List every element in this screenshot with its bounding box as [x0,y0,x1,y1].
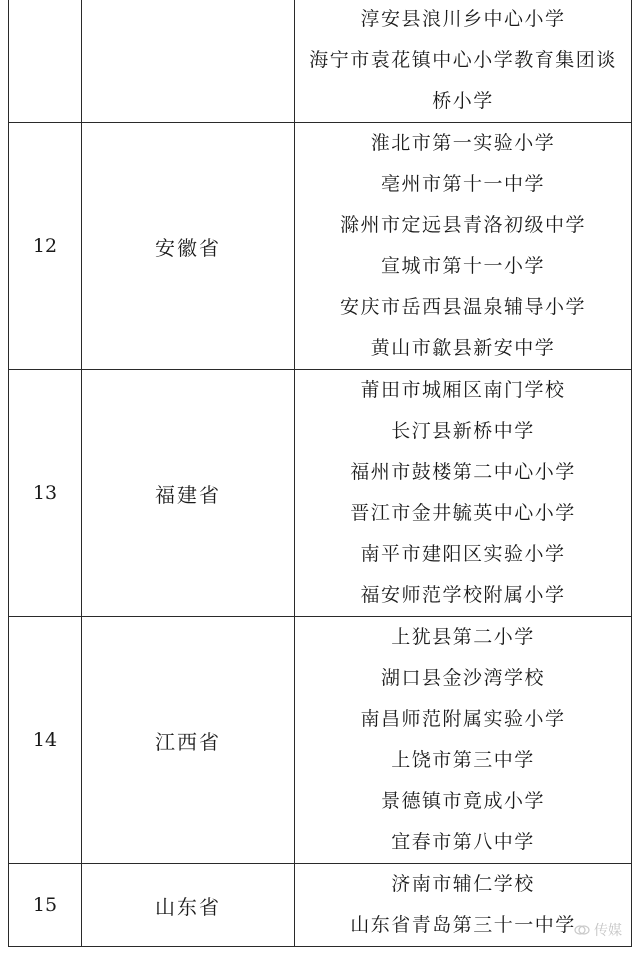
school-name: 滁州市定远县青洛初级中学 [339,214,586,236]
province-name [82,0,295,123]
school-name: 淮北市第一实验小学 [370,132,556,154]
school-name: 黄山市歙县新安中学 [370,337,556,359]
school-name: 莆田市城厢区南门学校 [360,379,566,401]
table-row [9,617,632,864]
school-name: 海宁市袁花镇中心小学教育集团谈桥小学 [309,49,617,112]
school-list [295,370,632,617]
province-name: 福建省 [82,370,295,617]
school-list [295,123,632,370]
table-row [9,864,632,947]
school-name: 晋江市金井毓英中心小学 [350,502,576,524]
school-name: 淳安县浪川乡中心小学 [360,8,566,30]
school-list-table [8,0,632,947]
province-name: 山东省 [82,864,295,947]
table-row [9,123,632,370]
row-number [9,0,82,123]
school-name: 安庆市岳西县温泉辅导小学 [339,296,586,318]
school-name: 山东省青岛第三十一中学 [350,914,576,936]
province-name: 江西省 [82,617,295,864]
school-name: 南平市建阳区实验小学 [360,543,566,565]
school-name: 宜春市第八中学 [391,831,535,853]
school-name: 南昌师范附属实验小学 [360,708,566,730]
province-name: 安徽省 [82,123,295,370]
school-name: 亳州市第十一中学 [380,173,545,195]
row-number: 13 [9,370,82,617]
school-name: 景德镇市竟成小学 [380,790,545,812]
school-name: 宣城市第十一小学 [380,255,545,277]
school-name: 上饶市第三中学 [391,749,535,771]
school-name: 湖口县金沙湾学校 [380,667,545,689]
school-list [295,617,632,864]
school-name: 福州市鼓楼第二中心小学 [350,461,576,483]
row-number: 12 [9,123,82,370]
school-list [295,0,632,123]
table-row [9,0,632,123]
watermark-logo-icon [574,924,590,936]
watermark [574,920,622,940]
school-name: 福安师范学校附属小学 [360,584,566,606]
school-name: 济南市辅仁学校 [391,873,535,895]
watermark-text: 传媒 [594,923,622,939]
school-name: 上犹县第二小学 [391,626,535,648]
table-row [9,370,632,617]
school-name: 长汀县新桥中学 [391,420,535,442]
row-number: 15 [9,864,82,947]
row-number: 14 [9,617,82,864]
